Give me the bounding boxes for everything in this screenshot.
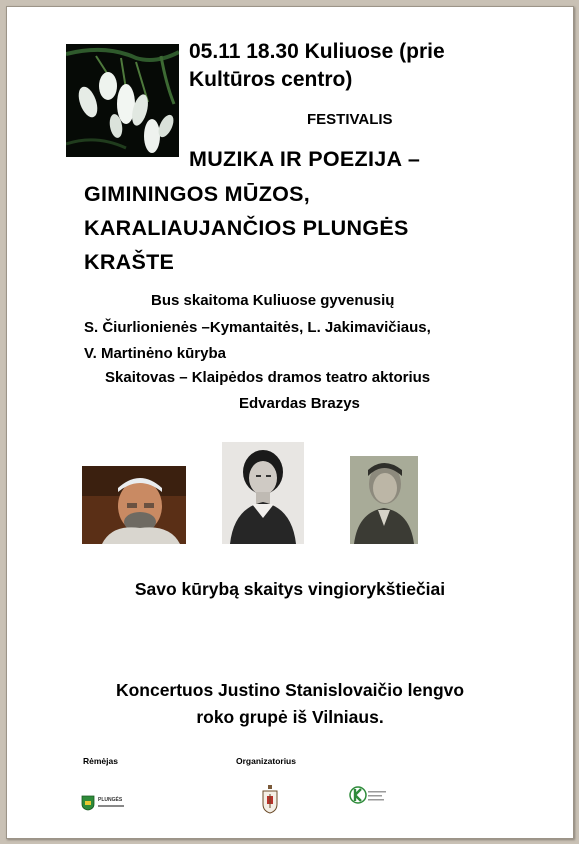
portrait-man-photo: [350, 456, 418, 544]
sponsor-logo-text: PLUNGĖS: [98, 797, 123, 803]
organizer-label: Organizatorius: [236, 756, 296, 766]
description-line-5: Edvardas Brazys: [239, 395, 360, 412]
description-line-2: S. Čiurlionienės –Kymantaitės, L. Jakimavičiaus,: [84, 319, 431, 336]
sponsor-label: Rėmėjas: [83, 756, 118, 766]
portrait-actor-photo: [82, 466, 186, 544]
description-line-3: V. Martinėno kūryba: [84, 345, 226, 362]
festival-title-line-4: KRAŠTE: [84, 250, 175, 274]
culture-centre-logo: [349, 783, 389, 807]
readers-line: Savo kūrybą skaitys vingiorykštiečiai: [134, 579, 446, 599]
event-date-time: 05.11 18.30 Kuliuose (prie: [189, 40, 445, 63]
portrait-woman-photo: [222, 442, 304, 544]
concert-line-1: Koncertuos Justino Stanislovaičio lengvo: [115, 680, 465, 700]
snowdrop-flower-image: [66, 44, 179, 157]
description-line-1: Bus skaitoma Kuliuose gyvenusių: [151, 292, 395, 309]
festival-title-line-3: KARALIAUJANČIOS PLUNGĖS: [84, 216, 409, 240]
sponsor-logo: [81, 793, 129, 813]
sponsor-logo-subline: [98, 805, 124, 807]
organizer-emblem-icon: [261, 784, 279, 814]
poster-page: [6, 6, 574, 839]
festival-title-line-2: GIMININGOS MŪZOS,: [84, 182, 311, 206]
festival-title-line-1: MUZIKA IR POEZIJA –: [189, 147, 421, 171]
description-line-4: Skaitovas – Klaipėdos dramos teatro aktorius: [105, 369, 431, 386]
festival-label: FESTIVALIS: [307, 111, 393, 128]
event-location: Kultūros centro): [189, 68, 353, 91]
concert-line-2: roko grupė iš Vilniaus.: [196, 707, 384, 727]
